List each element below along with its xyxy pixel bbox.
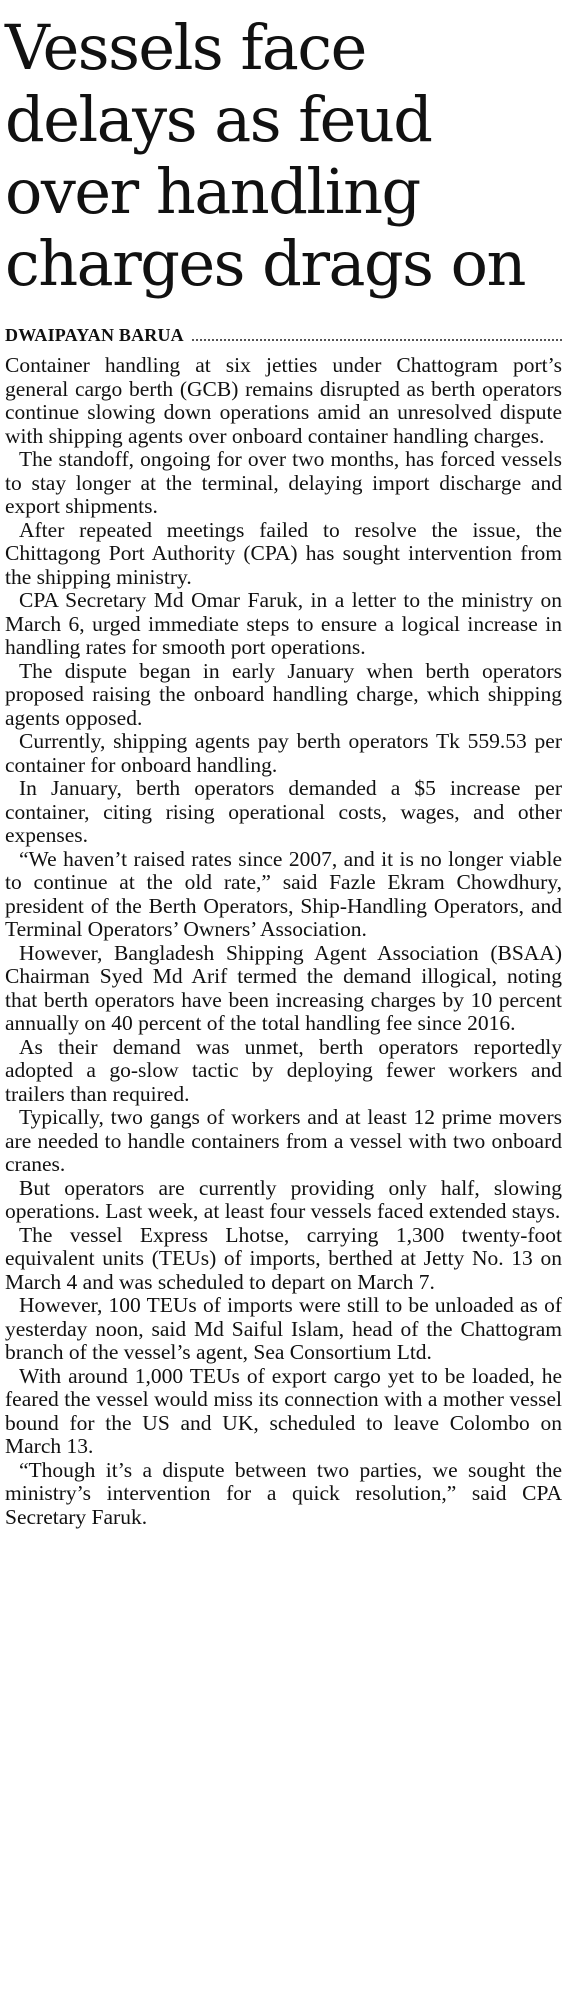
paragraph: However, 100 TEUs of imports were still to be unloaded as of yesterday noon, said Md Saiful Islam, head of the Chattogram branch of the vessel’s agent, Sea Consortium Ltd. — [5, 1293, 562, 1364]
article-body — [5, 354, 562, 1529]
headline: Vessels face delays as feud over handling charges drags on — [5, 11, 525, 300]
paragraph: But operators are currently providing only half, slowing operations. Last week, at least four vessels faced extended stays. — [5, 1175, 562, 1223]
paragraph: The vessel Express Lhotse, carrying 1,300 twenty-foot equivalent units (TEUs) of imports, berthed at Jetty No. 13 on March 4 and was scheduled to depart on March 7. — [5, 1222, 562, 1294]
paragraph: However, Bangladesh Shipping Agent Association (BSAA) Chairman Syed Md Arif termed the demand illogical, noting that berth operators have been increasing charges by 10 percent annually on 40 percent of the total handling fee since 2016. — [5, 940, 562, 1035]
byline: DWAIPAYAN BARUA — [5, 322, 192, 348]
paragraph: The standoff, ongoing for over two months, has forced vessels to stay longer at the terminal, delaying import discharge and export shipments. — [5, 447, 562, 518]
paragraph: As their demand was unmet, berth operators reportedly adopted a go-slow tactic by deploying fewer workers and trailers than required. — [5, 1034, 562, 1106]
paragraph: After repeated meetings failed to resolve the issue, the Chittagong Port Authority (CPA) has sought intervention from the shipping ministry. — [5, 517, 562, 589]
byline-row — [5, 322, 562, 348]
paragraph: The dispute began in early January when berth operators proposed raising the onboard handling charge, which shipping agents opposed. — [5, 658, 562, 730]
paragraph: “We haven’t raised rates since 2007, and it is no longer viable to continue at the old rate,” said Fazle Ekram Chowdhury, president of the Berth Operators, Ship-Handling Operators, and Terminal Operators’ Owners’ Association. — [5, 846, 562, 941]
paragraph: Typically, two gangs of workers and at least 12 prime movers are needed to handle containers from a vessel with two onboard cranes. — [5, 1105, 562, 1176]
paragraph: In January, berth operators demanded a $5 increase per container, citing rising operational costs, wages, and other expenses. — [5, 776, 562, 847]
paragraph: “Though it’s a dispute between two parties, we sought the ministry’s intervention for a quick resolution,” said CPA Secretary Faruk. — [5, 1457, 562, 1529]
paragraph: CPA Secretary Md Omar Faruk, in a letter to the ministry on March 6, urged immediate steps to ensure a logical increase in handling rates for smooth port operations. — [5, 588, 562, 659]
paragraph: With around 1,000 TEUs of export cargo yet to be loaded, he feared the vessel would miss its connection with a mother vessel bound for the US and UK, scheduled to leave Colombo on March 13. — [5, 1363, 562, 1458]
paragraph: Container handling at six jetties under Chattogram port’s general cargo berth (GCB) remains disrupted as berth operators continue slowing down operations amid an unresolved dispute with shipping agents over onboard container handling charges. — [5, 353, 562, 448]
paragraph: Currently, shipping agents pay berth operators Tk 559.53 per container for onboard handling. — [5, 729, 562, 777]
